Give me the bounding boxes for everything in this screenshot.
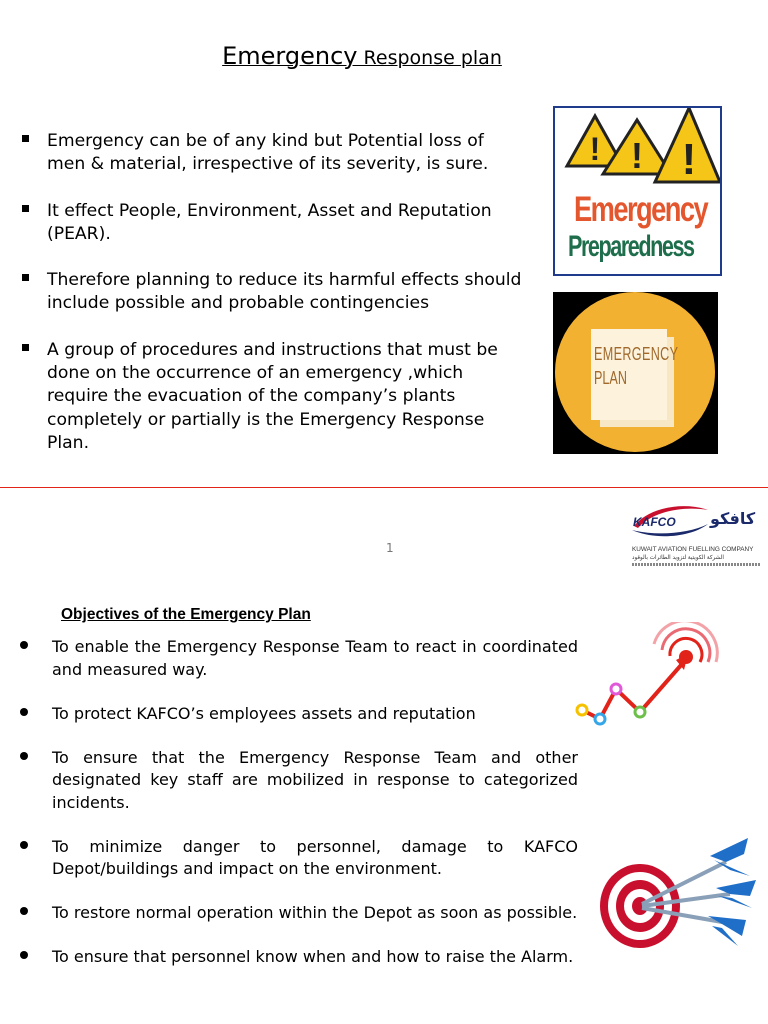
plan-text-plan: PLAN — [594, 368, 627, 388]
emergency-preparedness-image — [553, 106, 722, 276]
round-bullet-icon — [20, 841, 28, 849]
list-item: It effect People, Environment, Asset and Reputation (PEAR). — [22, 200, 522, 247]
kafco-name-en: KAFCO — [633, 515, 676, 529]
list-item: A group of procedures and instructions that must be done on the occurrence of an emergency ,which require the evacuation of the company’s plants completely or partially is the Emergency Response Plan. — [22, 339, 522, 455]
list-item: Therefore planning to reduce its harmful effects should include possible and probable contingencies — [22, 269, 522, 316]
round-bullet-icon — [20, 907, 28, 915]
round-bullet-icon — [20, 752, 28, 760]
square-bullet-icon — [22, 135, 29, 142]
list-item: To restore normal operation within the Depot as soon as possible. — [20, 902, 578, 925]
objectives-title: Objectives of the Emergency Plan — [61, 606, 311, 623]
plan-text-emergency: EMERGENCY — [594, 344, 679, 364]
svg-text:!: ! — [631, 135, 643, 176]
page-number: 1 — [386, 541, 394, 555]
list-item: To enable the Emergency Response Team to react in coordinated and measured way. — [20, 636, 578, 681]
slide1-bullet-list — [22, 130, 522, 478]
slide-title-sub: Response plan — [357, 47, 502, 69]
kafco-name-ar: كافكو — [710, 509, 756, 528]
list-item: To protect KAFCO’s employees assets and reputation — [20, 703, 578, 726]
round-bullet-icon — [20, 708, 28, 716]
preparedness-word-preparedness: Preparedness — [568, 230, 694, 263]
list-item: To ensure that the Emergency Response Team and other designated key staff are mobilized in response to categorized incidents. — [20, 747, 578, 815]
warning-signs-icon — [555, 108, 720, 198]
square-bullet-icon — [22, 205, 29, 212]
kafco-company-ar: الشركة الكويتية لتزويد الطائرات بالوقود — [632, 555, 724, 561]
svg-text:!: ! — [681, 135, 697, 184]
round-bullet-icon — [20, 641, 28, 649]
slide-divider — [0, 487, 768, 488]
preparedness-word-emergency: Emergency — [574, 190, 708, 229]
objectives-bullet-list — [20, 636, 578, 990]
emergency-plan-image — [553, 292, 718, 454]
target-growth-chart-icon — [566, 622, 736, 727]
slide-title-main: Emergency — [222, 42, 358, 70]
list-item: To minimize danger to personnel, damage to KAFCO Depot/buildings and impact on the environment. — [20, 836, 578, 881]
svg-text:!: ! — [589, 131, 601, 167]
kafco-fineprint — [632, 563, 760, 566]
list-item: Emergency can be of any kind but Potential loss of men & material, irrespective of its severity, is sure. — [22, 130, 522, 177]
kafco-logo — [630, 500, 762, 572]
square-bullet-icon — [22, 274, 29, 281]
list-item: To ensure that personnel know when and how to raise the Alarm. — [20, 946, 578, 969]
square-bullet-icon — [22, 344, 29, 351]
kafco-company-en: KUWAIT AVIATION FUELLING COMPANY — [632, 546, 754, 553]
slide-title — [0, 42, 724, 70]
round-bullet-icon — [20, 951, 28, 959]
bullseye-darts-icon — [598, 836, 758, 954]
